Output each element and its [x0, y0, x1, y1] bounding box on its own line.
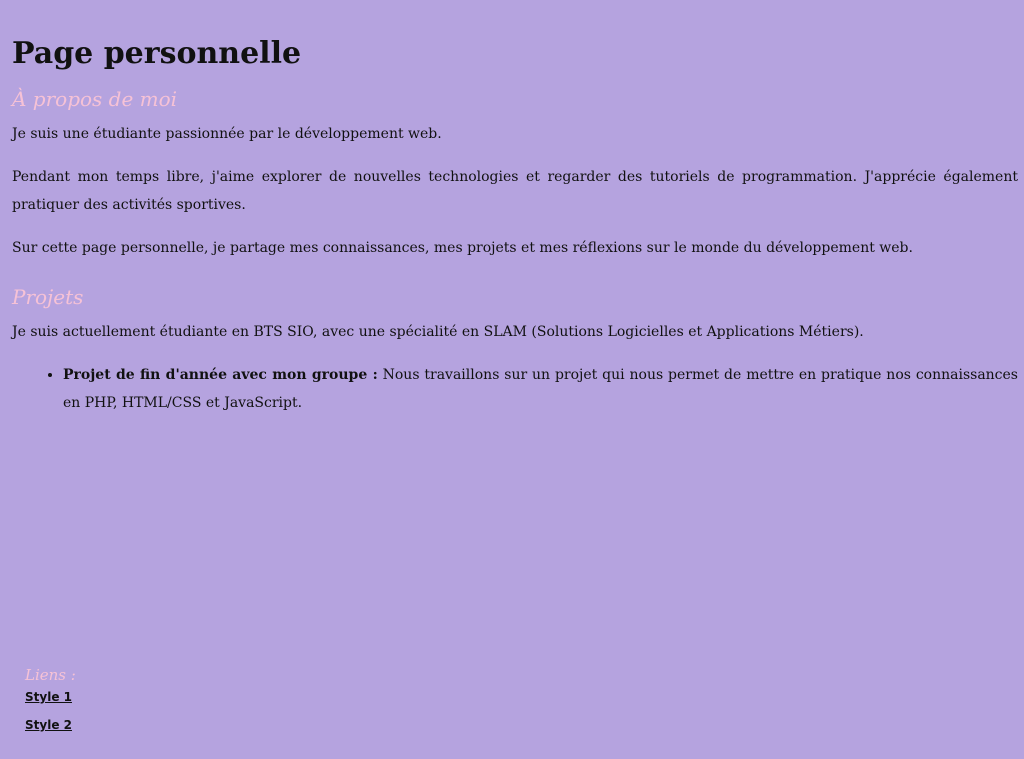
style-1-link[interactable]: Style 1: [25, 690, 72, 704]
main-content: [12, 0, 1018, 417]
style-2-link[interactable]: Style 2: [25, 718, 72, 732]
about-paragraph-1: Je suis une étudiante passionnée par le développement web.: [12, 126, 442, 142]
projects-heading: Projets: [12, 285, 84, 309]
links-heading: Liens :: [25, 666, 76, 684]
project-list-item: [63, 361, 1018, 417]
about-paragraph-2: Pendant mon temps libre, j'aime explorer de nouvelles technologies et regarder des tutoriels de programmation. J'apprécie également pratiquer des activités sportives.: [12, 169, 1018, 213]
about-heading: À propos de moi: [12, 87, 178, 111]
project-description: Nous travaillons sur un projet qui nous permet de mettre en pratique nos connaissances en PHP, HTML/CSS et JavaScript.: [63, 367, 1018, 411]
about-paragraph-3: Sur cette page personnelle, je partage mes connaissances, mes projets et mes réflexions sur le monde du développement web.: [12, 240, 913, 256]
project-title: Projet de fin d'année avec mon groupe :: [63, 367, 378, 383]
page-title: Page personnelle: [12, 36, 302, 71]
projects-intro: Je suis actuellement étudiante en BTS SIO, avec une spécialité en SLAM (Solutions Logicielles et Applications Métiers).: [12, 324, 864, 340]
project-list: [12, 361, 1018, 417]
links-section: [25, 664, 76, 733]
